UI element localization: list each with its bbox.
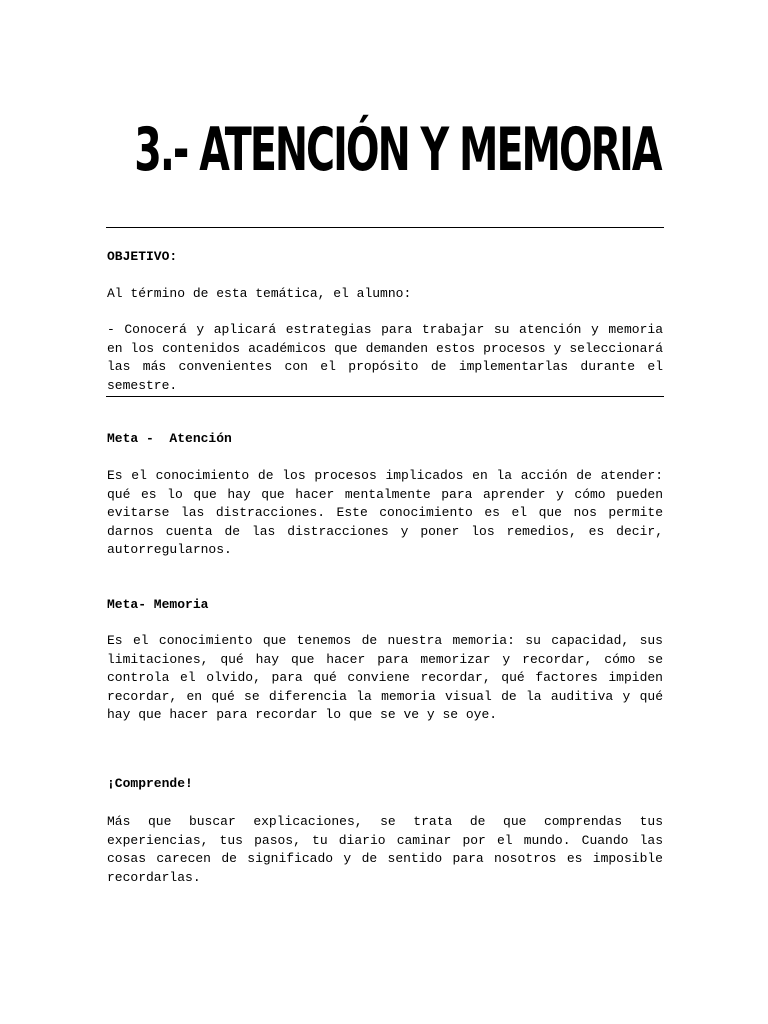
- objective-intro: Al término de esta temática, el alumno:: [107, 286, 412, 301]
- objective-text: - Conocerá y aplicará estrategias para trabajar su atención y memoria en los contenidos académicos que demanden estos procesos y seleccionará las más convenientes con el propósito de implementarlas durante el semestre.: [107, 322, 663, 393]
- section-heading-atencion: Meta - Atención: [107, 431, 232, 446]
- objective-intro-block: [107, 285, 663, 304]
- section-text-memoria: Es el conocimiento que tenemos de nuestra memoria: su capacidad, sus limitaciones, qué hay que hacer para memorizar y recordar, cómo se controla el olvido, para qué conviene recordar, qué factores impiden recordar, en qué se diferencia la memoria visual de la auditiva y qué hay que hacer para recordar lo que se ve y se oye.: [107, 633, 663, 722]
- section-memoria-text-block: [107, 632, 663, 725]
- section-memoria-heading-block: [107, 596, 663, 614]
- page-title: 3.- ATENCIÓN Y MEMORIA: [134, 115, 661, 185]
- section-atencion-heading-block: [107, 430, 663, 448]
- section-text-atencion: Es el conocimiento de los procesos implicados en la acción de atender: qué es lo que hay que hacer mentalmente para aprender y cómo pueden evitarse las distracciones. Este conocimiento es el que nos permite darnos cuenta de las distracciones y poner los remedios, es decir, autorregularnos.: [107, 468, 663, 557]
- section-comprende-heading-block: [107, 775, 663, 793]
- section-comprende-text-block: [107, 813, 663, 887]
- section-atencion-text-block: [107, 467, 663, 560]
- section-heading-memoria: Meta- Memoria: [107, 597, 209, 612]
- section-text-comprende: Más que buscar explicaciones, se trata de que comprendas tus experiencias, tus pasos, tu diario caminar por el mundo. Cuando las cosas carecen de significado y de sentido para nosotros es imposible recordarlas.: [107, 814, 663, 885]
- objective-heading-block: [107, 248, 663, 266]
- section-heading-comprende: ¡Comprende!: [107, 776, 193, 791]
- objective-text-block: [107, 321, 663, 395]
- bottom-divider: [106, 396, 664, 397]
- objective-heading: OBJETIVO:: [107, 249, 178, 264]
- top-divider: [106, 227, 664, 228]
